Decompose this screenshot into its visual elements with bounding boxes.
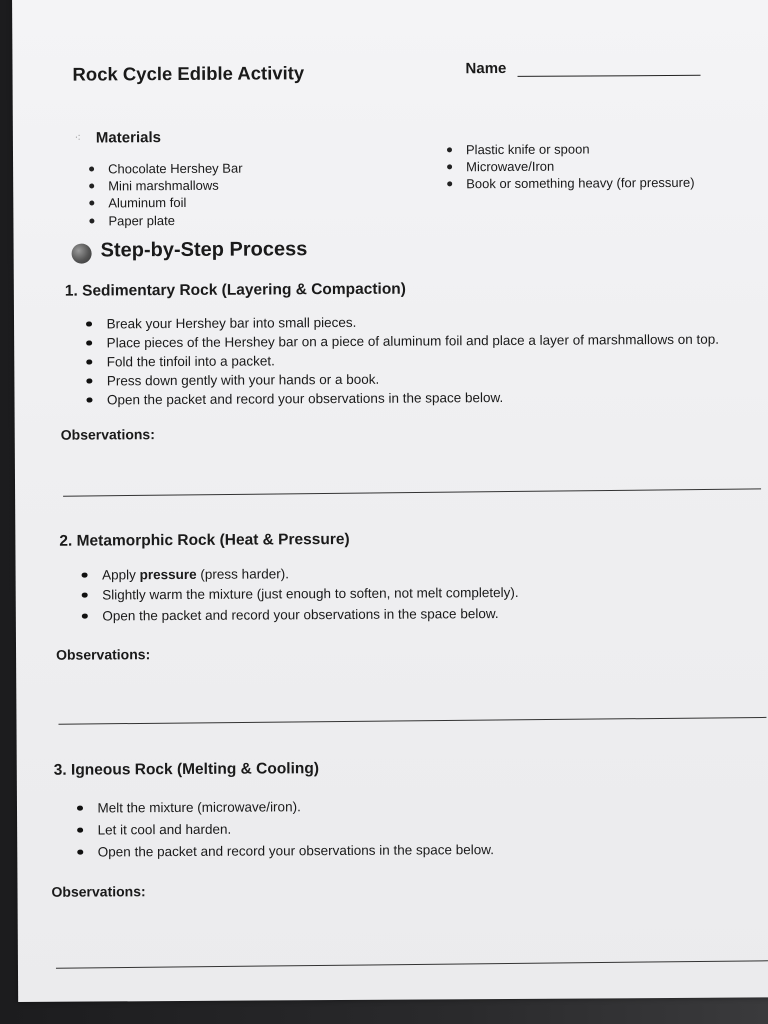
page-title: Rock Cycle Edible Activity (72, 62, 305, 85)
bullet-icon (82, 572, 88, 578)
step-item (82, 566, 289, 582)
step-item (77, 822, 231, 838)
material-item-label: Aluminum foil (108, 194, 187, 211)
step-text: Open the packet and record your observations in the space below. (97, 842, 495, 860)
step-text: Break your Hershey bar into small pieces. (106, 314, 357, 332)
process-heading: Step-by-Step Process (100, 238, 308, 262)
step-text-bold: pressure (139, 566, 197, 583)
material-item (447, 159, 554, 175)
bullet-icon (86, 340, 92, 346)
bullet-icon (82, 592, 88, 598)
section-heading-sedimentary: 1. Sedimentary Rock (Layering & Compaction) (64, 280, 406, 300)
worksheet-page (12, 0, 768, 1002)
material-item-label: Mini marshmallows (108, 177, 219, 194)
step-text: Place pieces of the Hershey bar on a piece of aluminum foil and place a layer of marshmallows on top. (106, 331, 720, 351)
observation-line (56, 960, 768, 968)
step-item (86, 353, 275, 369)
material-item (89, 178, 219, 194)
bullet-icon (89, 184, 94, 189)
step-text: Fold the tinfoil into a packet. (106, 353, 275, 370)
step-item (86, 390, 503, 408)
observations-label: Observations: (56, 646, 151, 663)
materials-heading: Materials (95, 129, 162, 147)
material-item (447, 141, 590, 157)
step-text: Slightly warm the mixture (just enough to soften, not melt completely). (102, 584, 519, 603)
material-item (89, 195, 186, 211)
bullet-icon (82, 613, 88, 619)
name-blank-line (518, 75, 701, 77)
observation-line (63, 488, 761, 496)
section-heading-igneous: 3. Igneous Rock (Melting & Cooling) (53, 760, 320, 779)
step-text: (press harder). (196, 566, 289, 582)
observations-label: Observations: (51, 883, 146, 900)
material-item-label: Paper plate (108, 213, 175, 229)
bullet-icon (447, 147, 452, 152)
bullet-icon (77, 805, 83, 811)
material-item-label: Chocolate Hershey Bar (108, 160, 243, 177)
bullet-icon (86, 378, 92, 384)
material-item (89, 213, 175, 229)
globe-icon (72, 244, 92, 264)
bullet-icon (86, 397, 92, 403)
step-text: Melt the mixture (microwave/iron). (97, 799, 301, 816)
step-item (82, 606, 499, 624)
step-text: Let it cool and harden. (97, 821, 232, 838)
bullet-icon (89, 167, 94, 172)
step-text: Open the packet and record your observations in the space below. (106, 390, 504, 408)
step-text: Press down gently with your hands or a book. (106, 371, 380, 389)
material-item-label: Book or something heavy (for pressure) (466, 174, 695, 192)
step-text: Open the packet and record your observations in the space below. (102, 606, 499, 624)
bullet-icon (86, 321, 92, 327)
step-item (86, 315, 356, 332)
material-item-label: Microwave/Iron (466, 158, 555, 175)
observation-line (58, 717, 766, 725)
bullet-icon (89, 201, 94, 206)
step-text: Apply (102, 567, 140, 583)
material-item (89, 161, 242, 177)
bullet-icon (77, 849, 83, 855)
bullet-icon (447, 164, 452, 169)
step-item (86, 372, 379, 389)
material-item (447, 175, 694, 192)
bullet-icon (86, 359, 92, 365)
bullet-icon (89, 219, 94, 224)
name-label: Name (465, 59, 507, 78)
section-heading-metamorphic: 2. Metamorphic Rock (Heat & Pressure) (59, 530, 350, 550)
step-item (86, 332, 719, 351)
material-item-label: Plastic knife or spoon (465, 141, 590, 158)
bullet-icon (447, 181, 452, 186)
step-item (77, 799, 301, 815)
bullet-icon (77, 827, 83, 833)
step-item (82, 585, 519, 603)
materials-icon: ·: (74, 131, 81, 142)
step-item (77, 842, 494, 860)
observations-label: Observations: (60, 426, 155, 443)
